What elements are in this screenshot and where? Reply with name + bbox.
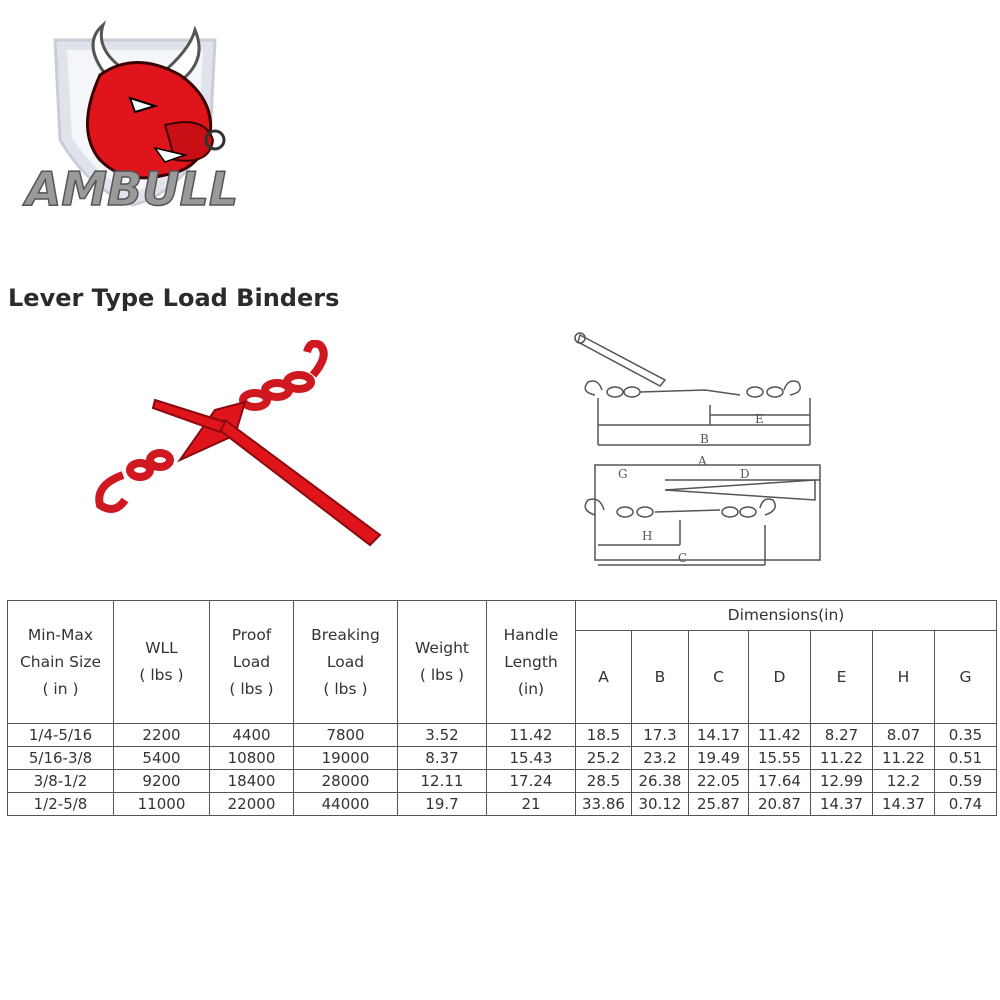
table-cell: 0.35 bbox=[935, 724, 997, 747]
table-cell: 7800 bbox=[294, 724, 398, 747]
table-cell: 21 bbox=[487, 793, 576, 816]
table-cell: 3/8-1/2 bbox=[8, 770, 114, 793]
table-cell: 33.86 bbox=[576, 793, 632, 816]
header-wll: WLL ( lbs ) bbox=[114, 601, 210, 724]
table-cell: 25.87 bbox=[689, 793, 749, 816]
table-cell: 3.52 bbox=[398, 724, 487, 747]
page-title: Lever Type Load Binders bbox=[8, 284, 340, 312]
table-cell: 18.5 bbox=[576, 724, 632, 747]
table-cell: 10800 bbox=[210, 747, 294, 770]
product-photo-load-binder bbox=[85, 340, 385, 550]
diagram-label-e: E bbox=[755, 412, 764, 426]
dimension-diagram bbox=[570, 320, 830, 575]
header-weight: Weight ( lbs ) bbox=[398, 601, 487, 724]
table-cell: 11.42 bbox=[487, 724, 576, 747]
bull-shield-icon bbox=[15, 20, 250, 215]
table-cell: 28000 bbox=[294, 770, 398, 793]
table-cell: 17.24 bbox=[487, 770, 576, 793]
table-cell: 22.05 bbox=[689, 770, 749, 793]
header-dim-e: E bbox=[811, 631, 873, 724]
header-dim-a: A bbox=[576, 631, 632, 724]
table-cell: 15.43 bbox=[487, 747, 576, 770]
table-cell: 8.37 bbox=[398, 747, 487, 770]
table-cell: 5400 bbox=[114, 747, 210, 770]
header-dim-g: G bbox=[935, 631, 997, 724]
table-cell: 20.87 bbox=[749, 793, 811, 816]
table-cell: 18400 bbox=[210, 770, 294, 793]
table-cell: 12.2 bbox=[873, 770, 935, 793]
table-cell: 1/4-5/16 bbox=[8, 724, 114, 747]
table-row bbox=[8, 747, 997, 770]
table-cell: 14.37 bbox=[873, 793, 935, 816]
header-proof-load: Proof Load ( lbs ) bbox=[210, 601, 294, 724]
table-cell: 11000 bbox=[114, 793, 210, 816]
table-cell: 19.7 bbox=[398, 793, 487, 816]
table-cell: 25.2 bbox=[576, 747, 632, 770]
table-cell: 5/16-3/8 bbox=[8, 747, 114, 770]
table-cell: 2200 bbox=[114, 724, 210, 747]
table-cell: 12.11 bbox=[398, 770, 487, 793]
table-cell: 26.38 bbox=[632, 770, 689, 793]
header-handle-length: Handle Length (in) bbox=[487, 601, 576, 724]
table-cell: 11.22 bbox=[873, 747, 935, 770]
spec-table-body bbox=[8, 724, 997, 816]
header-dim-d: D bbox=[749, 631, 811, 724]
table-cell: 4400 bbox=[210, 724, 294, 747]
diagram-label-a: A bbox=[698, 454, 707, 468]
table-cell: 15.55 bbox=[749, 747, 811, 770]
diagram-label-h: H bbox=[642, 529, 653, 543]
table-cell: 22000 bbox=[210, 793, 294, 816]
header-dimensions: Dimensions(in) bbox=[576, 601, 997, 631]
table-cell: 14.17 bbox=[689, 724, 749, 747]
table-cell: 14.37 bbox=[811, 793, 873, 816]
header-dim-c: C bbox=[689, 631, 749, 724]
table-cell: 17.3 bbox=[632, 724, 689, 747]
table-cell: 0.51 bbox=[935, 747, 997, 770]
table-cell: 30.12 bbox=[632, 793, 689, 816]
table-cell: 9200 bbox=[114, 770, 210, 793]
table-cell: 11.42 bbox=[749, 724, 811, 747]
ambull-logo bbox=[15, 20, 250, 215]
diagram-label-d: D bbox=[740, 467, 750, 481]
header-dim-h: H bbox=[873, 631, 935, 724]
table-cell: 8.07 bbox=[873, 724, 935, 747]
table-cell: 1/2-5/8 bbox=[8, 793, 114, 816]
spec-table bbox=[7, 600, 997, 816]
table-cell: 19.49 bbox=[689, 747, 749, 770]
table-cell: 28.5 bbox=[576, 770, 632, 793]
table-cell: 44000 bbox=[294, 793, 398, 816]
diagram-label-c: C bbox=[678, 551, 688, 565]
table-cell: 11.22 bbox=[811, 747, 873, 770]
header-chain-size: Min-Max Chain Size ( in ) bbox=[8, 601, 114, 724]
brand-wordmark: AMBULL bbox=[25, 162, 239, 215]
diagram-label-b: B bbox=[700, 432, 709, 446]
table-row bbox=[8, 770, 997, 793]
table-row bbox=[8, 724, 997, 747]
table-row bbox=[8, 793, 997, 816]
diagram-label-g: G bbox=[618, 467, 628, 481]
table-cell: 0.59 bbox=[935, 770, 997, 793]
table-cell: 23.2 bbox=[632, 747, 689, 770]
table-cell: 19000 bbox=[294, 747, 398, 770]
header-dim-b: B bbox=[632, 631, 689, 724]
header-breaking-load: Breaking Load ( lbs ) bbox=[294, 601, 398, 724]
table-cell: 8.27 bbox=[811, 724, 873, 747]
table-cell: 12.99 bbox=[811, 770, 873, 793]
table-cell: 0.74 bbox=[935, 793, 997, 816]
table-cell: 17.64 bbox=[749, 770, 811, 793]
